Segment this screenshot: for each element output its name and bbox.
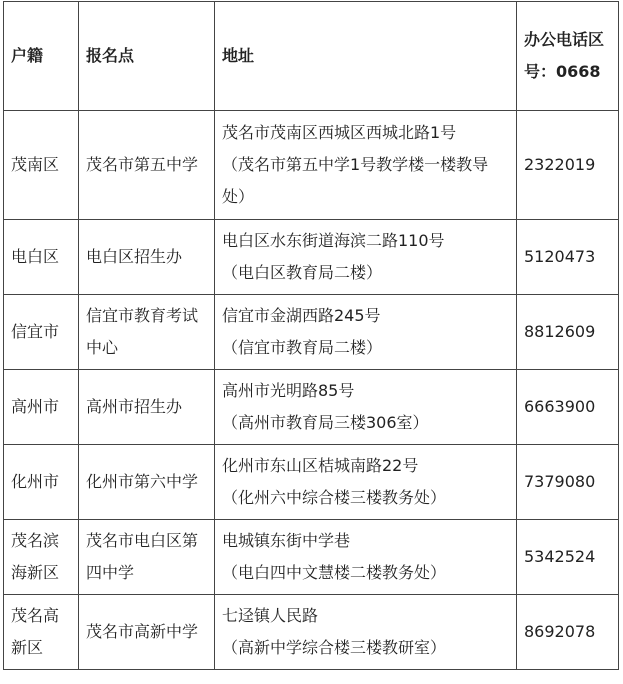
header-household: 户籍 [4, 2, 79, 111]
cell-registration-point: 电白区招生办 [79, 220, 215, 295]
cell-household: 电白区 [4, 220, 79, 295]
table-row [4, 295, 619, 370]
address-note: （高新中学综合楼三楼教研室） [222, 638, 447, 657]
header-address: 地址 [215, 2, 517, 111]
address-line: 七迳镇人民路 [222, 606, 319, 625]
table-row [4, 111, 619, 220]
cell-address [215, 595, 517, 670]
address-note: （高州市教育局三楼306室） [222, 413, 429, 432]
address-line: 高州市光明路85号 [222, 381, 355, 400]
cell-registration-point: 高州市招生办 [79, 370, 215, 445]
cell-phone: 2322019 [517, 111, 619, 220]
address-note: （信宜市教育局二楼） [222, 338, 383, 357]
cell-address [215, 295, 517, 370]
cell-household: 茂南区 [4, 111, 79, 220]
cell-address [215, 520, 517, 595]
cell-address [215, 111, 517, 220]
address-line: 电白区水东街道海滨二路110号 [222, 231, 445, 250]
address-line: 茂名市茂南区西城区西城北路1号 [222, 123, 457, 142]
address-note: （电白区教育局二楼） [222, 263, 383, 282]
cell-registration-point: 茂名市第五中学 [79, 111, 215, 220]
cell-phone: 6663900 [517, 370, 619, 445]
header-registration-point: 报名点 [79, 2, 215, 111]
cell-address [215, 445, 517, 520]
cell-phone: 5342524 [517, 520, 619, 595]
cell-phone: 8692078 [517, 595, 619, 670]
address-line: 信宜市金湖西路245号 [222, 306, 381, 325]
cell-phone: 7379080 [517, 445, 619, 520]
table-row [4, 595, 619, 670]
cell-registration-point: 化州市第六中学 [79, 445, 215, 520]
table-row [4, 220, 619, 295]
table-row [4, 445, 619, 520]
header-phone: 办公电话区号：0668 [517, 2, 619, 111]
registration-table [3, 1, 619, 670]
cell-household: 茂名滨海新区 [4, 520, 79, 595]
cell-household: 化州市 [4, 445, 79, 520]
cell-household: 高州市 [4, 370, 79, 445]
table-row [4, 520, 619, 595]
cell-address [215, 220, 517, 295]
address-line: 化州市东山区桔城南路22号 [222, 456, 419, 475]
cell-registration-point: 信宜市教育考试中心 [79, 295, 215, 370]
address-note: （茂名市第五中学1号教学楼一楼教导处） [222, 155, 489, 206]
table-row [4, 370, 619, 445]
address-line: 电城镇东街中学巷 [222, 531, 351, 550]
cell-household: 信宜市 [4, 295, 79, 370]
address-note: （化州六中综合楼三楼教务处） [222, 488, 447, 507]
cell-phone: 8812609 [517, 295, 619, 370]
cell-registration-point: 茂名市高新中学 [79, 595, 215, 670]
table-header-row [4, 2, 619, 111]
cell-registration-point: 茂名市电白区第四中学 [79, 520, 215, 595]
cell-household: 茂名高新区 [4, 595, 79, 670]
address-note: （电白四中文慧楼二楼教务处） [222, 563, 447, 582]
cell-address [215, 370, 517, 445]
cell-phone: 5120473 [517, 220, 619, 295]
